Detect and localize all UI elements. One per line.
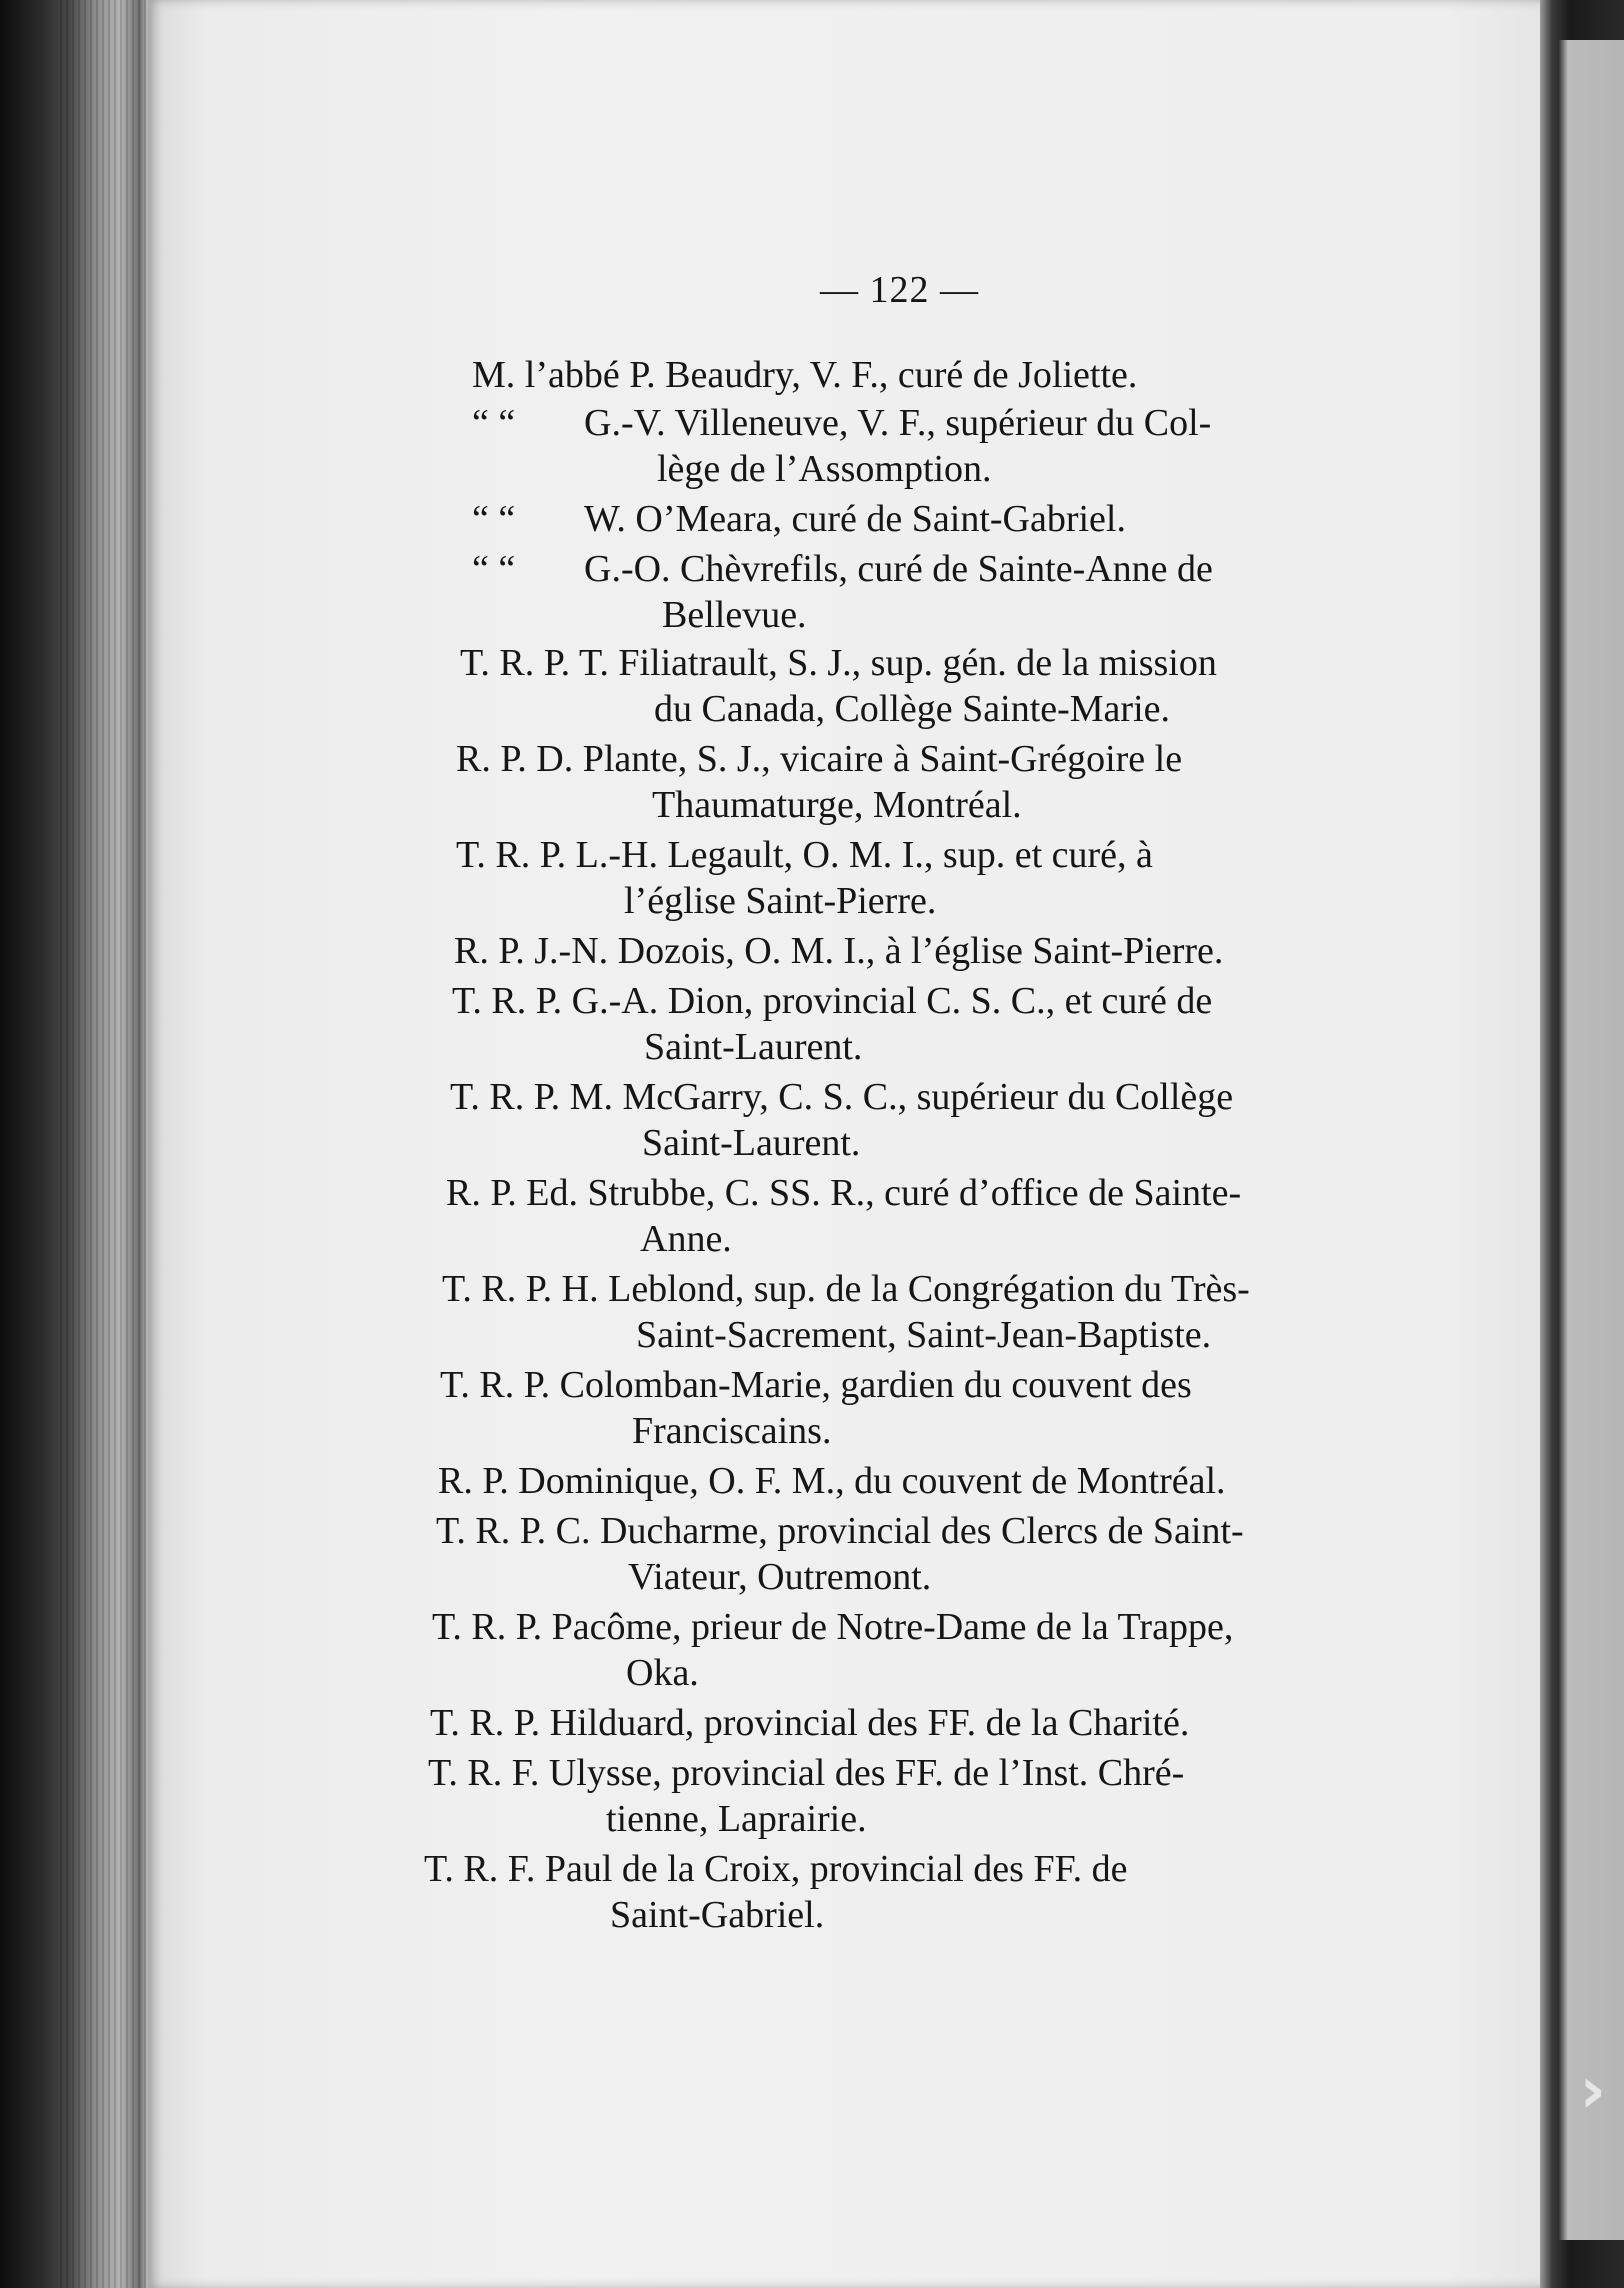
list-item: [472, 496, 1332, 542]
list-item: [456, 832, 1316, 924]
entry-line: R. P. Dominique, O. F. M., du couvent de Montréal.: [438, 1460, 1226, 1502]
list-item: [428, 1750, 1288, 1842]
entry-line: R. P. Ed. Strubbe, C. SS. R., curé d’office de Sainte-: [446, 1172, 1242, 1214]
list-item: [454, 928, 1314, 974]
list-item: [424, 1846, 1284, 1938]
entry-line: T. R. P. L.-H. Legault, O. M. I., sup. et curé, à: [456, 834, 1153, 876]
list-item: [460, 640, 1320, 732]
list-item: [472, 546, 1332, 638]
entry-line: T. R. P. Hilduard, provincial des FF. de la Charité.: [430, 1702, 1190, 1744]
entry-line: T. R. P. H. Leblond, sup. de la Congrégation du Très-: [442, 1268, 1250, 1310]
entry-line: T. R. F. Ulysse, provincial des FF. de l’Inst. Chré-: [428, 1752, 1185, 1794]
entry-line: R. P. J.-N. Dozois, O. M. I., à l’église Saint-Pierre.: [454, 930, 1224, 972]
entry-continuation: Thaumaturge, Montréal.: [652, 784, 1022, 826]
list-item: [452, 978, 1312, 1070]
entry-continuation: Oka.: [626, 1652, 699, 1694]
entry-line: T. R. P. G.-A. Dion, provincial C. S. C., et curé de: [452, 980, 1213, 1022]
facing-page-edge: [1558, 40, 1624, 2240]
entry-continuation: Viateur, Outremont.: [628, 1556, 932, 1598]
entry-continuation: Anne.: [640, 1218, 732, 1260]
list-item: [430, 1700, 1290, 1746]
entry-continuation: du Canada, Collège Sainte-Marie.: [654, 688, 1171, 730]
entry-continuation: Bellevue.: [662, 594, 807, 636]
ditto-mark: “ “: [472, 548, 516, 590]
ditto-mark: “ “: [472, 498, 516, 540]
list-item: [456, 736, 1316, 828]
chevron-right-icon[interactable]: ›: [1579, 2054, 1606, 2128]
list-item: [450, 1074, 1310, 1166]
entry-continuation: Saint-Sacrement, Saint-Jean-Baptiste.: [636, 1314, 1212, 1356]
entry-continuation: lège de l’Assomption.: [657, 448, 992, 490]
entry-continuation: l’église Saint-Pierre.: [624, 880, 937, 922]
entry-continuation: Saint-Gabriel.: [610, 1894, 825, 1936]
entry-line: T. R. P. C. Ducharme, provincial des Clercs de Saint-: [436, 1510, 1244, 1552]
entry-continuation: tienne, Laprairie.: [606, 1798, 867, 1840]
entry-line: T. R. P. Colomban-Marie, gardien du couvent des: [440, 1364, 1192, 1406]
entry-continuation: Saint-Laurent.: [642, 1122, 861, 1164]
list-item: [472, 352, 1332, 398]
entry-continuation: Franciscains.: [632, 1410, 832, 1452]
entry-line: G.-O. Chèvrefils, curé de Sainte-Anne de: [584, 548, 1213, 590]
entry-line: T. R. F. Paul de la Croix, provincial des FF. de: [424, 1848, 1128, 1890]
list-item: [436, 1508, 1296, 1600]
list-item: [440, 1362, 1300, 1454]
entry-line: R. P. D. Plante, S. J., vicaire à Saint-Grégoire le: [456, 738, 1183, 780]
entry-line: T. R. P. T. Filiatrault, S. J., sup. gén. de la mission: [460, 642, 1217, 684]
list-item: [438, 1458, 1298, 1504]
page-number: — 122 —: [820, 269, 979, 311]
list-item: [442, 1266, 1302, 1358]
list-item: [432, 1604, 1292, 1696]
entry-line: M. l’abbé P. Beaudry, V. F., curé de Joliette.: [472, 354, 1138, 396]
page-edges: [60, 0, 150, 2288]
entry-line: T. R. P. Pacôme, prieur de Notre-Dame de la Trappe,: [432, 1606, 1234, 1648]
entry-line: W. O’Meara, curé de Saint-Gabriel.: [584, 498, 1126, 540]
ditto-mark: “ “: [472, 402, 516, 444]
entry-continuation: Saint-Laurent.: [644, 1026, 863, 1068]
list-item: [472, 400, 1332, 492]
entry-line: T. R. P. M. McGarry, C. S. C., supérieur du Collège: [450, 1076, 1234, 1118]
list-item: [446, 1170, 1306, 1262]
entry-line: G.-V. Villeneuve, V. F., supérieur du Col-: [584, 402, 1212, 444]
